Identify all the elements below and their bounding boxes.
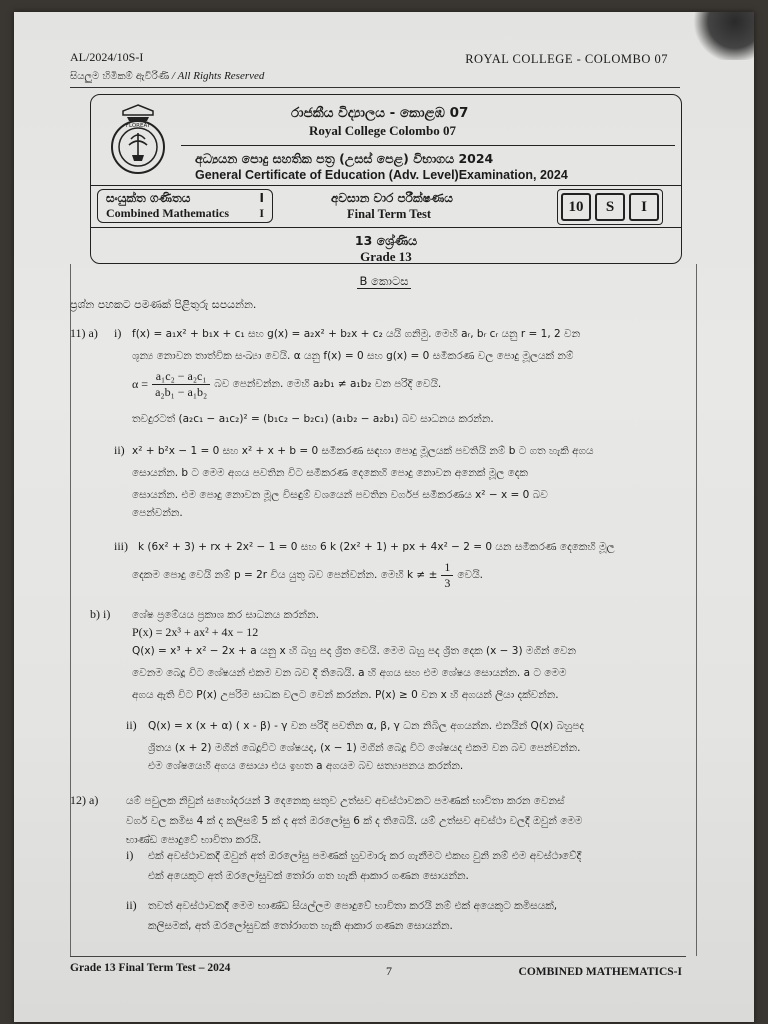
code-box: I xyxy=(629,193,659,221)
subpart-label: iii) xyxy=(114,539,128,553)
q11a-ii-line1: x² + b²x − 1 = 0 සහ x² + x + b = 0 සමීකරණ සඳහා පොදු මූලයක් පවතියි නම් b ට ගත හැකි අගය xyxy=(132,445,594,457)
subject-si: සංයුක්ත ගණිතය xyxy=(106,191,191,205)
subpart-label: ii) xyxy=(126,898,137,912)
subject-en: Combined Mathematics xyxy=(106,206,229,220)
alpha-fraction xyxy=(152,369,210,400)
page-margin-right xyxy=(696,264,697,956)
alpha-label: α = xyxy=(132,377,149,391)
q11b-i-line2: P(x) = 2x³ + ax² + 4x − 12 xyxy=(132,625,259,639)
q11a-i-line2: ශුන්‍ය නොවන තාත්වික සංඛ්‍යා වෙයි. α යනු f(x) = 0 සහ g(x) = 0 සමීකරණ වල පොදු මූලයක් නම් xyxy=(132,350,574,362)
fraction-denominator: 3 xyxy=(444,576,451,590)
q12a-line2: වර්ග වල කමිස 4 ක් ද කලිසම් 5 ක් ද අත් ඔරලෝසු 6 ක් ද තිබෙයි. යම් උත්සව අවස්ථා වලදී ඔවුන් මෙම xyxy=(126,815,583,827)
q11b-ii-line2: ශ්‍රිතය (x + 2) මගින් බෙදූවිට ශේෂයද, (x − 1) මගින් බෙදූ විට ශේෂයද එකම වන බව පෙන්වන්න. xyxy=(148,742,581,754)
part-instruction: ප්‍රශ්න පහකට පමණක් පිළිතුරු සපයන්න. xyxy=(70,298,257,311)
subject-si-row xyxy=(106,191,264,206)
q11b-i-line5: අගය ඇති විට P(x) උපරිම සාධක වලට වෙන් කරන්න. P(x) ≥ 0 වන x හි අගයන් ලියා දක්වන්න. xyxy=(132,689,559,701)
q12a-line1: යම් පවුලක නිවුන් සහෝදරයන් 3 දෙනෙකු සතුව උත්සව අවස්ථාවකට පමණක් භාවිතා කරන වෙනස් xyxy=(126,795,565,807)
header-divider xyxy=(91,227,681,228)
paper-code-boxes xyxy=(557,189,663,225)
q12a-i-line1: එක් අවස්ථාවකදී ඔවුන් අත් ඔරලෝසු පමණක් හුවමාරු කර ගැනීමට එකඟ වුනි නම් එම අවස්ථාවේදී xyxy=(148,850,582,862)
header-divider xyxy=(181,145,675,146)
question-number: 11) a) xyxy=(70,326,98,340)
q11a-iii-line1: k (6x² + 3) + rx + 2x² − 1 = 0 සහ 6 k (2x² + 1) + px + 4x² − 2 = 0 යන සමීකරණ දෙකෙහි මූල xyxy=(138,541,615,553)
svg-text:FLOREAT: FLOREAT xyxy=(125,123,151,129)
fraction-numerator: 1 xyxy=(441,560,453,576)
school-top-label: ROYAL COLLEGE - COLOMBO 07 xyxy=(465,52,668,66)
exam-title-en: General Certificate of Education (Adv. Level)Examination, 2024 xyxy=(195,168,568,182)
subject-part-si: I xyxy=(259,191,264,205)
school-crest-logo xyxy=(107,101,169,177)
q11b-ii-line3: එම ශේෂයෙහි අගය සොයා එය ඉහත a අගයම බව සත්‍යාපනය කරන්න. xyxy=(148,760,464,772)
header-divider xyxy=(91,185,681,186)
rights-rule xyxy=(70,87,680,88)
q12a-line3: භාණ්ඩ පොදුවේ භාවිතා කරයි. xyxy=(126,834,262,846)
part-title: B කොටස xyxy=(359,274,409,288)
q12a-i-line2: එක් අයෙකුට අත් ඔරලෝසුවක් තෝරා ගත හැකි ආකාර ගණන සොයන්න. xyxy=(148,870,469,882)
exam-title-si: අධ්‍යයන පොදු සහතික පත්‍ර (උසස් පෙළ) විභාගය 2024 xyxy=(195,151,494,166)
subpart-label: i) xyxy=(114,326,122,340)
grade-en: Grade 13 xyxy=(360,249,412,264)
k-fraction xyxy=(441,560,453,591)
q11b-ii-line1: Q(x) = x (x + α) ( x - β) - γ වන පරිදි පවතින α, β, γ ධන නිබිල අගයන්න. එනයින් Q(x) බහුපද xyxy=(148,720,585,732)
page-margin-left xyxy=(70,264,71,956)
subpart-label: ii) xyxy=(126,718,137,732)
q11a-i-line4: තවදුරටත් (a₂c₁ − a₁c₂)² = (b₁c₂ − b₂c₁) (a₁b₂ − a₂b₁) බව සාධනය කරන්න. xyxy=(132,413,494,425)
q11b-i-line4: වෙනම බෙදූ විට ශේෂයන් එකම වන බව දී තිබෙයි. a හි අගය සහ එම ශේෂය සොයන්න. a ට මෙම xyxy=(132,667,567,679)
q11a-iii-line2a: දෙකම පොදු වෙයි නම් p = 2r විය යුතු බව පෙන්වන්න. මෙහි k ≠ ± xyxy=(132,569,438,581)
subject-box xyxy=(97,189,273,223)
header-box xyxy=(90,94,682,264)
footer-test-label: Grade 13 Final Term Test – 2024 xyxy=(70,962,231,974)
binder-clip xyxy=(690,12,754,60)
footer-rule xyxy=(70,956,686,957)
question-number: 12) a) xyxy=(70,793,99,807)
q11a-iii-line2b: වෙයි. xyxy=(457,569,483,581)
term-en: Final Term Test xyxy=(347,207,432,221)
q11a-ii-line4: පෙන්වන්න. xyxy=(132,507,183,519)
code-box: 10 xyxy=(561,193,591,221)
q11a-ii-line2: සොයන්න. b ට මෙම අගය පවතින විට සමීකරණ දෙකෙහි පොදු නොවන අනෙක් මූල දෙක xyxy=(132,467,528,479)
page-number: 7 xyxy=(386,964,392,978)
grade-si: 13 ශ්‍රේණිය xyxy=(354,233,418,248)
exam-sheet xyxy=(14,12,754,1022)
school-name-en: Royal College Colombo 07 xyxy=(309,123,456,138)
q11b-i-line3: Q(x) = x³ + x² − 2x + a යනු x හි බහු පද ශ්‍රිත වෙයි. මෙම බහු පද ශ්‍රිත දෙක (x − 3) මගින් වෙන xyxy=(132,645,577,657)
term-si: අවසාන වාර පරීක්ෂණය xyxy=(331,191,453,205)
subject-part-en: I xyxy=(259,206,264,220)
q12a-ii-line2: කලිසමක්, අත් ඔරලෝසුවක් තෝරාගත හැකි ආකාර ගණන සොයන්න. xyxy=(148,920,453,932)
subpart-label: b) i) xyxy=(90,607,111,621)
q11a-iii-line2-row xyxy=(132,560,483,591)
q11a-i-line1: f(x) = a₁x² + b₁x + c₁ සහ g(x) = a₂x² + b₂x + c₂ යයි ගනිමු. මෙහි aᵣ, bᵣ cᵣ යනු r = 1, 2 වන xyxy=(132,328,581,340)
rights-si: සියලුම හිමිකම් ඇවිරිණි xyxy=(70,71,170,82)
rights-separator: / xyxy=(171,70,178,82)
fraction-numerator: a₁c₂ − a₂c₁ xyxy=(152,369,210,385)
rights-en: All Rights Reserved xyxy=(177,70,265,82)
q11b-i-line1: ශේෂ ප්‍රමේයය ප්‍රකාශ කර සාධනය කරන්න. xyxy=(132,609,319,621)
q11a-i-line3: බව පෙන්වන්න. මෙහි a₂b₁ ≠ a₁b₂ වන පරිදි වෙයි. xyxy=(214,378,442,390)
code-box: S xyxy=(595,193,625,221)
subpart-label: i) xyxy=(126,848,134,862)
q11a-i-alpha-row xyxy=(132,369,441,400)
subject-en-row xyxy=(106,206,264,221)
rights-reserved xyxy=(70,70,264,82)
q11a-ii-line3: සොයන්න. එම පොදු නොවන මූල විසඳුම් වශයෙන් පවතින වර්ගජ සමීකරණය x² − x = 0 බව xyxy=(132,489,548,501)
footer-subject: COMBINED MATHEMATICS-I xyxy=(518,966,682,978)
school-name-si: රාජකීය විද්‍යාලය - කොළඹ 07 xyxy=(291,105,469,121)
subpart-label: ii) xyxy=(114,443,125,457)
q12a-ii-line1: තවත් අවස්ථාවකදී මෙම භාණ්ඩ සියල්ලම පොදුවේ භාවිතා කරයි නම් එක් අයෙකුට කමිසයක්, xyxy=(148,900,558,912)
paper-code: AL/2024/10S-I xyxy=(70,50,144,64)
fraction-denominator: a₂b₁ − a₁b₂ xyxy=(155,385,208,399)
